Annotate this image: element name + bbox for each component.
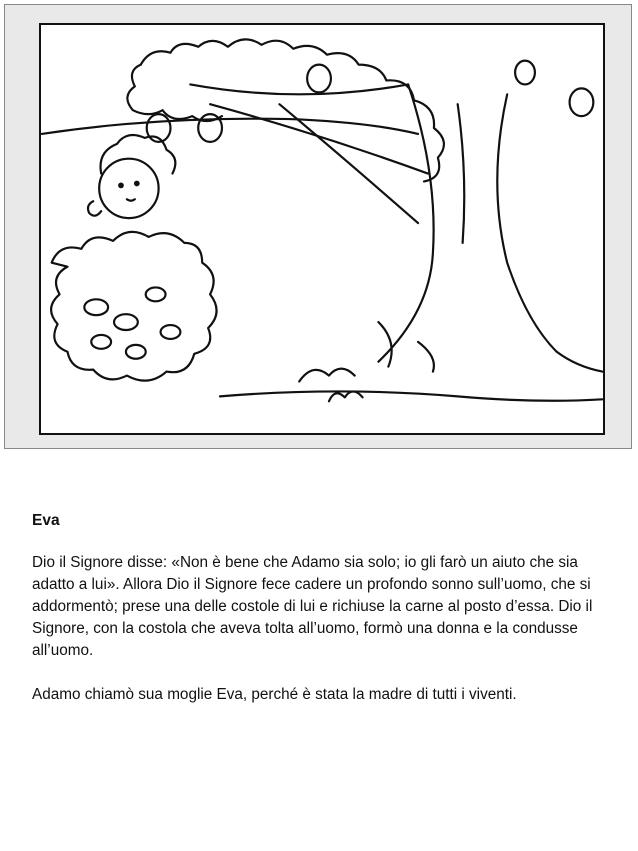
fruit	[307, 65, 331, 93]
illustration-frame	[4, 4, 632, 449]
story-paragraph-2: Adamo chiamò sua moglie Eva, perché è stata la madre di tutti i viventi.	[32, 686, 517, 703]
coloring-illustration	[39, 23, 605, 435]
fruit	[515, 61, 535, 85]
hill-line	[42, 119, 418, 134]
story-text	[32, 510, 622, 728]
fruit	[570, 88, 594, 116]
ground	[220, 391, 602, 400]
tree-canopy	[141, 39, 444, 181]
tree-trunk	[378, 84, 602, 371]
story-title: Eva	[32, 512, 60, 529]
adam-head	[99, 159, 158, 218]
story-paragraph-1: Dio il Signore disse: «Non è bene che Adamo sia solo; io gli farò un aiuto che sia adatto a lui». Allora Dio il Signore fece cadere un profondo sonno sull’uomo, che si addormentò; prese una delle costole di lui e richiuse la carne al posto d’essa. Dio il Signore, con la costola che aveva tolta all’uomo, formò una donna e la condusse all’uomo.	[32, 554, 593, 659]
